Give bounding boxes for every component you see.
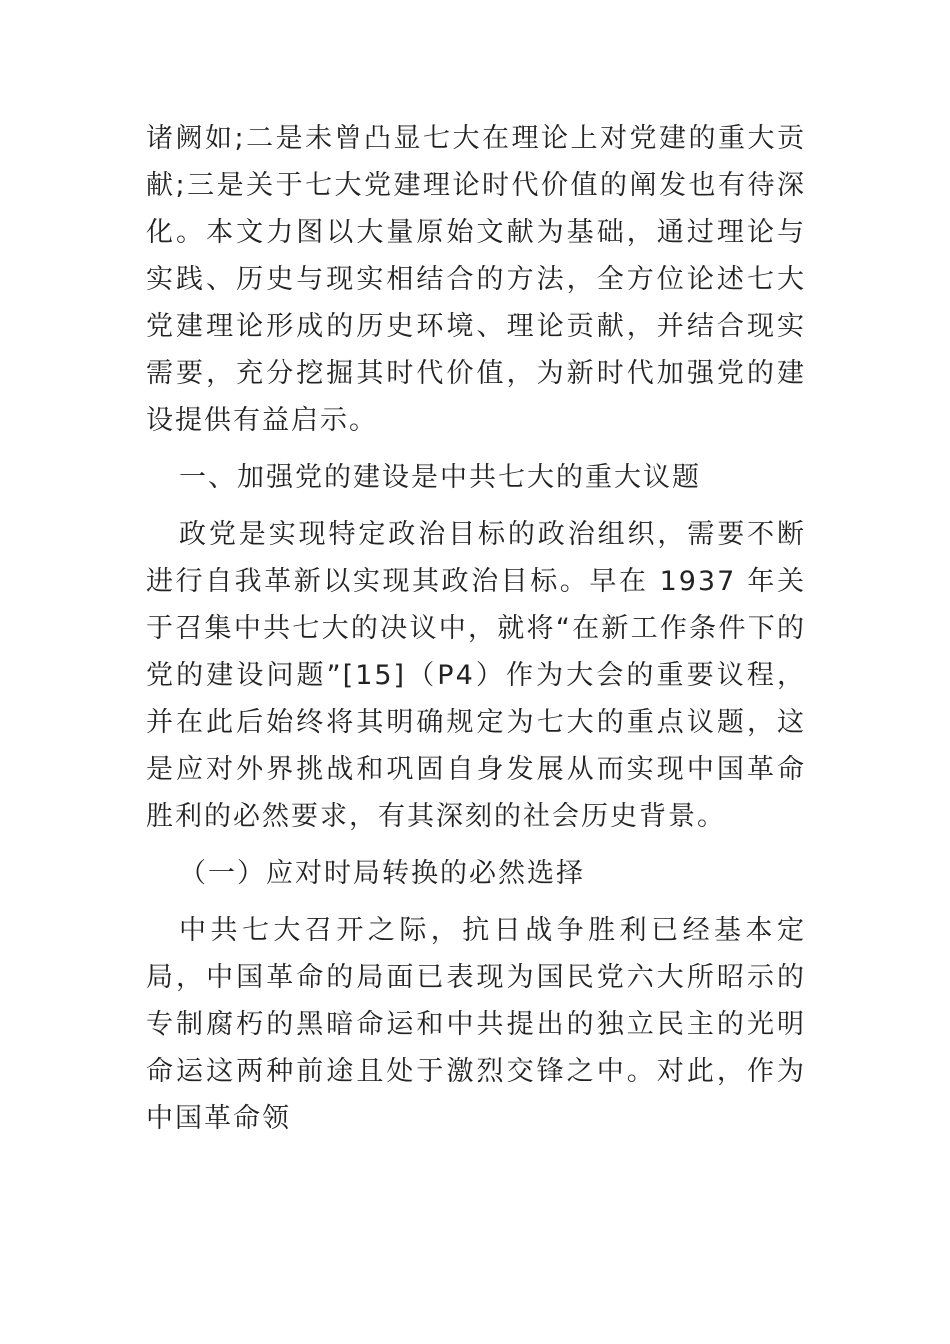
paragraph-subsection-1: 中共七大召开之际，抗日战争胜利已经基本定局，中国革命的局面已表现为国民党六大所昭示的专制腐朽的黑暗命运和中共提出的独立民主的光明命运这两种前途且处于激烈交锋之中。对此，作为中国革命领 [146,915,806,1134]
paragraph-section-1: 政党是实现特定政治目标的政治组织，需要不断进行自我革新以实现其政治目标。早在 1937 年关于召集中共七大的决议中，就将“在新工作条件下的党的建设问题”[15]（P4）作为大会的重要议程，并在此后始终将其明确规定为七大的重点议题，这是应对外界挑战和巩固自身发展从而实现中国革命胜利的必然要求，有其深刻的社会历史背景。 [146,519,806,832]
subsection-heading-1: （一）应对时局转换的必然选择 [179,858,585,889]
section-heading-1: 一、加强党的建设是中共七大的重大议题 [179,462,701,493]
document-page [146,115,806,1142]
paragraph-intro: 诸阙如;二是未曾凸显七大在理论上对党建的重大贡献;三是关于七大党建理论时代价值的阐发也有待深化。本文力图以大量原始文献为基础，通过理论与实践、历史与现实相结合的方法，全方位论述七大党建理论形成的历史环境、理论贡献，并结合现实需要，充分挖掘其时代价值，为新时代加强党的建设提供有益启示。 [146,123,806,436]
